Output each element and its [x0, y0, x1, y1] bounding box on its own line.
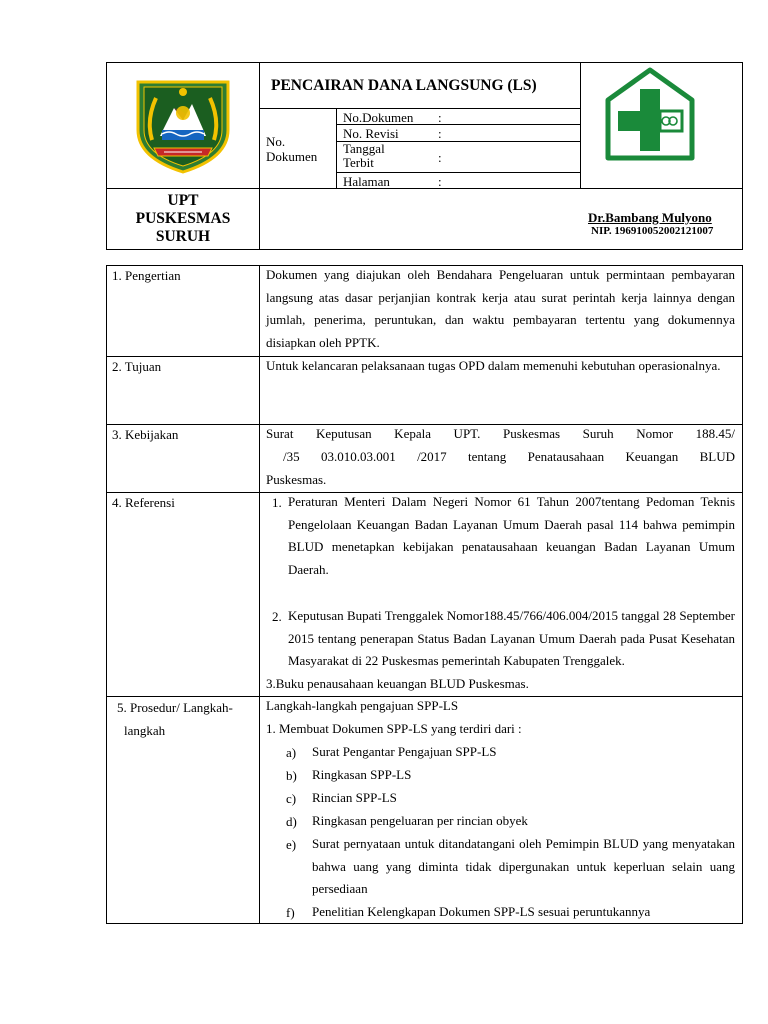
prosedur-subitem-letter: c) [286, 791, 297, 806]
field-sep-no-dokumen: : [438, 110, 442, 125]
prosedur-step-1: 1. Membuat Dokumen SPP-LS yang terdiri dari : [266, 721, 522, 736]
section-text-tujuan: Untuk kelancaran pelaksanaan tugas OPD dalam memenuhi kebutuhan operasionalnya. [266, 358, 721, 373]
org-name: UPT PUSKESMAS SURUH [135, 192, 231, 245]
field-label-halaman: Halaman [343, 174, 390, 189]
referensi-item-text: Keputusan Bupati Trenggalek Nomor188.45/766/406.004/2015 tanggal 28 September 2015 tentang penerapan Status Badan Layanan Umum Daerah pada Pusat Kesehatan Masyarakat di 22 Puskesmas pemerintah Kabupaten Trenggalek. [288, 608, 735, 669]
section-text-kebijakan-line2: /35 03.010.03.001 /2017 tentang Penatausahaan Keuangan BLUD [283, 449, 735, 464]
prosedur-subitem-text: Rincian SPP-LS [312, 790, 397, 805]
prosedur-subitem-letter: e) [286, 837, 297, 852]
signatory-nip: NIP. 196910052002121007 [591, 225, 714, 237]
referensi-item-3: 3.Buku penausahaan keuangan BLUD Puskesmas. [266, 676, 529, 691]
field-label-no-revisi: No. Revisi [343, 126, 399, 141]
section-text-kebijakan-line3: Puskesmas. [266, 472, 327, 487]
section-label-prosedur: 5. Prosedur/ Langkah- [117, 700, 233, 715]
regency-emblem-logo [134, 78, 232, 174]
prosedur-subitem-letter: b) [286, 768, 297, 783]
prosedur-subitem-letter: d) [286, 814, 297, 829]
field-label-no-dokumen: No.Dokumen [343, 110, 414, 125]
section-label-kebijakan: 3. Kebijakan [112, 427, 179, 442]
field-sep-tanggal-terbit: : [438, 150, 442, 165]
prosedur-subitem-letter: f) [286, 905, 295, 920]
prosedur-subitem-text: Penelitian Kelengkapan Dokumen SPP-LS sesuai peruntukannya [312, 904, 651, 919]
field-sep-halaman: : [438, 174, 442, 189]
section-label-referensi: 4. Referensi [112, 495, 175, 510]
referensi-item-text: Peraturan Menteri Dalam Negeri Nomor 61 Tahun 2007tentang Pedoman Teknis Pengelolaan Keuangan Badan Layanan Umum Daerah pasal 114 bahwa pemimpin BLUD menetapkan kebijakan penatausahaan keuangan Badan Layanan Umum Daerah. [288, 494, 735, 578]
signatory-name: Dr.Bambang Mulyono [588, 210, 712, 225]
referensi-item-number: 1. [272, 495, 282, 510]
section-label-pengertian: 1. Pengertian [112, 268, 181, 283]
prosedur-subitem-letter: a) [286, 745, 297, 760]
referensi-item-number: 2. [272, 609, 282, 624]
doc-number-label: No. Dokumen [266, 134, 318, 164]
prosedur-intro: Langkah-langkah pengajuan SPP-LS [266, 698, 459, 713]
puskesmas-logo [602, 67, 698, 163]
prosedur-subitem-text: Ringkasan SPP-LS [312, 767, 412, 782]
section-label-tujuan: 2. Tujuan [112, 359, 162, 374]
section-label-prosedur-cont: langkah [124, 723, 166, 738]
prosedur-subitem-text: Surat Pengantar Pengajuan SPP-LS [312, 744, 497, 759]
section-text-kebijakan-line1: Surat Keputusan Kepala UPT. Puskesmas Suruh Nomor 188.45/ [266, 426, 735, 441]
field-label-tanggal-terbit: Tanggal Terbit [343, 141, 385, 170]
prosedur-subitem-text: Ringkasan pengeluaran per rincian obyek [312, 813, 528, 828]
section-text-pengertian: Dokumen yang diajukan oleh Bendahara Pengeluaran untuk permintaan pembayaran langsung atas dasar perjanjian kontrak kerja atau surat perintah kerja lainnya dengan jumlah, penerima, peruntukan, dan waktu pembayaran tertentu yang dokumennya disiapkan oleh PPTK. [266, 267, 735, 351]
field-sep-no-revisi: : [438, 126, 442, 141]
page-title: PENCAIRAN DANA LANGSUNG (LS) [271, 77, 537, 94]
prosedur-subitem-text: Surat pernyataan untuk ditandatangani oleh Pemimpin BLUD yang menyatakan bahwa uang yang diminta tidak dipergunakan untuk keperluan selain uang persediaan [312, 836, 735, 897]
